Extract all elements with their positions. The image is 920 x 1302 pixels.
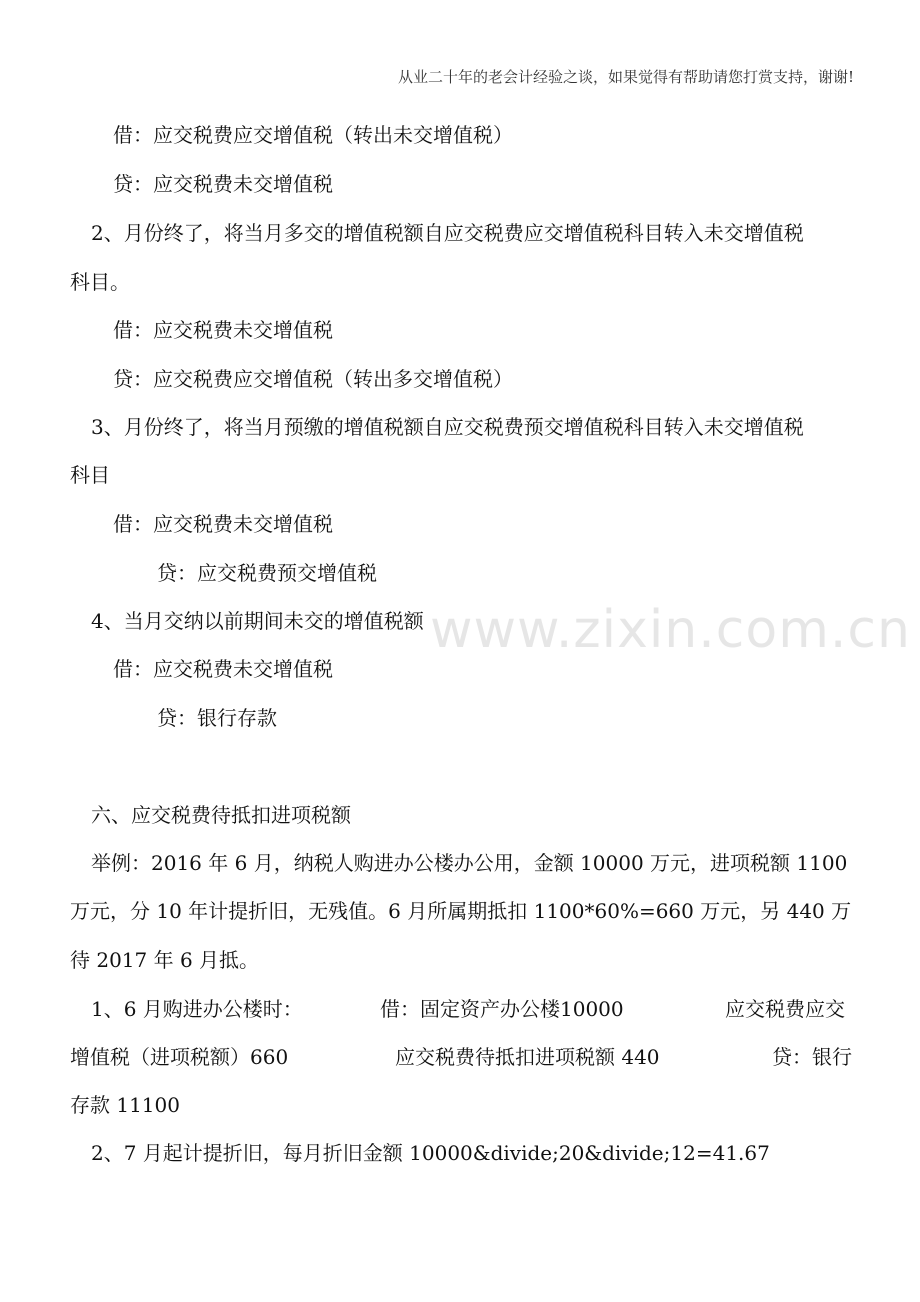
example-line-2: 万元，分 10 年计提折旧，无残值。6 月所属期抵扣 1100*60%=660 万元，另 440 万 — [70, 899, 852, 923]
header-note: 从业二十年的老会计经验之谈，如果觉得有帮助请您打赏支持，谢谢! — [397, 68, 854, 86]
entry-debit-2: 借：应交税费未交增值税 — [113, 318, 333, 342]
entry-credit-4: 贷：银行存款 — [157, 706, 277, 730]
step-2: 2、7 月起计提折旧，每月折旧金额 10000&divide;20&divide;12=41.67 — [91, 1141, 770, 1165]
step-1-debit: 借：固定资产办公楼10000 — [380, 997, 624, 1021]
entry-debit-1: 借：应交税费应交增值税（转出未交增值税） — [113, 123, 513, 147]
step-1-input-tax: 增值税（进项税额）660 — [70, 1045, 289, 1069]
step-1-debit-tax: 应交税费应交 — [725, 997, 845, 1021]
paragraph-4: 4、当月交纳以前期间未交的增值税额 — [91, 609, 424, 633]
entry-debit-4: 借：应交税费未交增值税 — [113, 657, 333, 681]
step-1-credit: 贷：银行 — [772, 1045, 852, 1069]
section-heading: 六、应交税费待抵扣进项税额 — [91, 803, 351, 827]
step-1-pending-tax: 应交税费待抵扣进项税额 440 — [395, 1045, 660, 1069]
example-line-1: 举例：2016 年 6 月，纳税人购进办公楼办公用，金额 10000 万元，进项税额 1100 — [91, 851, 848, 875]
step-1-credit-amount: 存款 11100 — [70, 1093, 180, 1117]
paragraph-3-line-2: 科目 — [70, 463, 110, 487]
paragraph-2-line-1: 2、月份终了，将当月多交的增值税额自应交税费应交增值税科目转入未交增值税 — [91, 221, 804, 245]
entry-credit-1: 贷：应交税费未交增值税 — [113, 172, 333, 196]
paragraph-3-line-1: 3、月份终了，将当月预缴的增值税额自应交税费预交增值税科目转入未交增值税 — [91, 415, 804, 439]
watermark: www.zixin.com.cn — [430, 600, 911, 660]
paragraph-2-line-2: 科目。 — [70, 270, 130, 294]
step-1-label: 1、6 月购进办公楼时： — [91, 997, 303, 1021]
entry-credit-3: 贷：应交税费预交增值税 — [157, 561, 377, 585]
entry-credit-2: 贷：应交税费应交增值税（转出多交增值税） — [113, 367, 513, 391]
entry-debit-3: 借：应交税费未交增值税 — [113, 512, 333, 536]
example-line-3: 待 2017 年 6 月抵。 — [70, 948, 260, 972]
